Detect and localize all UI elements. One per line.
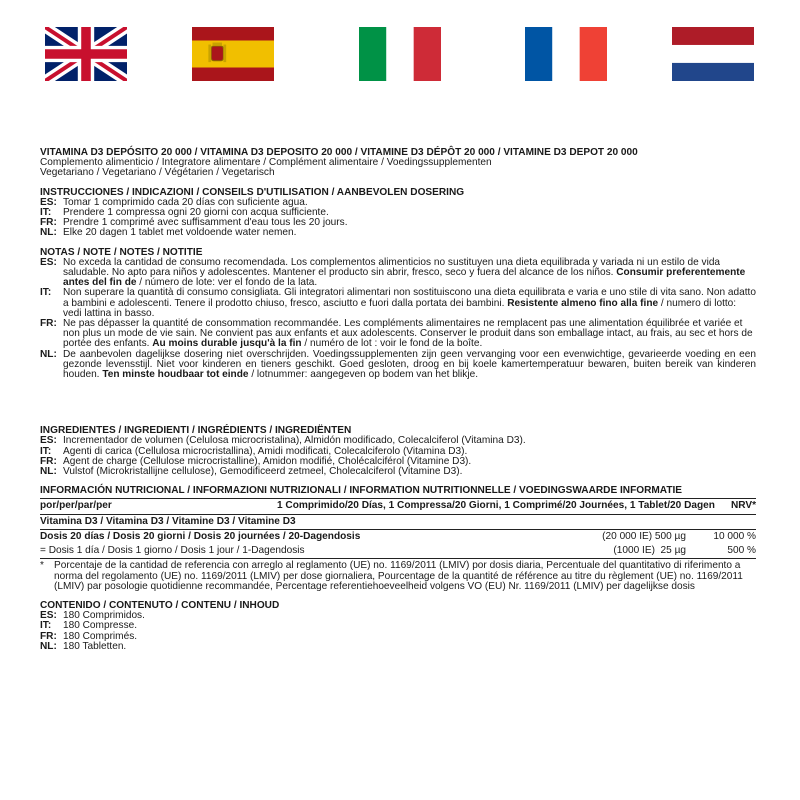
note-es <box>40 258 756 289</box>
content-text: 180 Comprimidos. <box>63 610 145 622</box>
lang-code: ES: <box>40 435 57 447</box>
ingredients-section <box>40 426 756 477</box>
contents-heading: CONTENIDO / CONTENUTO / CONTENU / INHOUD <box>40 599 280 611</box>
instructions-heading: INSTRUCCIONES / INDICAZIONI / CONSEILS D'UTILISATION / AANBEVOLEN DOSERING <box>40 186 465 198</box>
lang-code: IT: <box>40 287 52 299</box>
lang-code: ES: <box>40 256 57 268</box>
note-lot: / numero di lotto: vedi lattina in basso. <box>63 297 737 319</box>
ingredient-text: Vulstof (Microkristallijne cellulose), Gemodificeerd zetmeel, Cholecalciferol (Vitamine D3). <box>63 466 463 478</box>
nutrition-section <box>40 486 756 592</box>
notes-section <box>40 248 756 381</box>
footnote-text: Porcentaje de la cantidad de referencia con arreglo al reglamento (UE) no. 1169/2011 (LMIV) por dosis diaria, Percentuale del quantitativo di riferimento a norma del regolamento (UE) no. 1169/2011 (LMIV) per dose giornaliera, Pourcentage de la quantité de référence au titre du règlement (UE) no. 1169/2011 (LMIV) par posologie quotidienne recommandée, Percentage referentiehoeveelheid volgens VO (EU) Nr. 1169/2011 (LMIV) per dagelijkse dosis <box>54 560 743 592</box>
note-nl <box>40 350 756 381</box>
content-text: 180 Comprimés. <box>63 630 138 642</box>
ingredient-nl <box>40 467 756 477</box>
lang-code: FR: <box>40 318 57 330</box>
spain-flag-icon <box>192 27 274 81</box>
nutrition-heading: INFORMACIÓN NUTRICIONAL / INFORMAZIONI NUTRIZIONALI / INFORMATION NUTRITIONNELLE / VOEDINGSWAARDE INFORMATIE <box>40 485 683 497</box>
best-before-label: Consumir preferentemente antes del fin de <box>63 267 746 289</box>
note-body: No exceda la cantidad de consumo recomendada. Los complementos alimenticios no sustituyen una dieta equilibrada y variada ni un estilo de vida saludable. No apto para niños y adolescentes. Mantener el producto sin abrir, fresco, seco y fuera del alcance de los niños. <box>63 256 721 279</box>
lang-code: IT: <box>40 445 52 457</box>
content-es <box>40 611 756 621</box>
footnote-star: * <box>40 560 44 572</box>
content-text: 180 Tabletten. <box>63 640 127 652</box>
note-body: De aanbevolen dagelijkse dosering niet overschrijden. Voedingssupplementen zijn geen vervanging voor een evenwichtige, gevarieerde voeding en een gezonde levensstijl. Niet voor kinderen en tieners geschikt. Goed gesloten, droog en bij koele kamertemperatuur bewaren, buiten bereik van kinderen houden. <box>63 348 756 381</box>
ingredients-heading: INGREDIENTES / INGREDIENTI / INGRÉDIENTS / INGREDIËNTEN <box>40 425 352 437</box>
language-flags <box>0 27 800 81</box>
dose-amount: (1000 IE) 25 µg <box>613 545 686 557</box>
best-before-label: Ten minste houdbaar tot einde <box>102 369 249 381</box>
lang-code: NL: <box>40 466 57 478</box>
instruction-text: Elke 20 dagen 1 tablet met voldoende water nemen. <box>63 227 297 239</box>
note-lot: / lotnummer: aangegeven op bodem van het blikje. <box>251 369 479 381</box>
product-title: VITAMINA D3 DEPÓSITO 20 000 / VITAMINA D3 DEPOSITO 20 000 / VITAMINE D3 DÉPÔT 20 000 / VITAMINE D3 DEPOT 20 000 <box>40 147 638 158</box>
lang-code: FR: <box>40 455 57 467</box>
lang-code: NL: <box>40 348 57 360</box>
lang-code: ES: <box>40 196 57 208</box>
instruction-text: Tomar 1 comprimido cada 20 días con suficiente agua. <box>63 196 308 208</box>
note-text <box>63 258 756 289</box>
content-fr <box>40 632 756 642</box>
per-label: por/per/par/per <box>40 500 112 512</box>
product-header <box>40 148 756 179</box>
lang-code: ES: <box>40 610 57 622</box>
note-text <box>63 288 756 319</box>
nrv-label: NRV* <box>730 500 756 512</box>
netherlands-flag-icon <box>672 27 754 81</box>
product-label <box>40 148 756 661</box>
note-text <box>63 350 756 381</box>
content-it <box>40 621 756 631</box>
note-fr <box>40 319 756 350</box>
content-text: 180 Compresse. <box>63 620 138 632</box>
table-header-row <box>40 498 756 514</box>
dose-nrv: 10 000 % <box>713 530 756 542</box>
notes-heading: NOTAS / NOTE / NOTES / NOTITIE <box>40 246 203 258</box>
nrv-footnote <box>40 561 756 592</box>
vitamin-label: Vitamina D3 / Vitamina D3 / Vitamine D3 / Vitamine D3 <box>40 515 296 527</box>
dose-values <box>576 546 756 556</box>
dose-label: Dosis 20 días / Dosis 20 giorni / Dosis 20 journées / 20-Dagendosis <box>40 530 361 542</box>
instruction-text: Prendre 1 comprimé avec suffisamment d'eau tous les 20 jours. <box>63 217 348 229</box>
dose-label: = Dosis 1 día / Dosis 1 giorno / Dosis 1 jour / 1-Dagendosis <box>40 545 305 557</box>
instruction-text: Prendere 1 compressa ogni 20 giorni con acqua sufficiente. <box>63 207 329 219</box>
lang-code: FR: <box>40 217 57 229</box>
italy-flag-icon <box>359 27 441 81</box>
instruction-nl <box>40 228 756 238</box>
note-lot: / número de lote: ver el fondo de la lata. <box>139 277 318 289</box>
serving-label: 1 Comprimido/20 Días, 1 Compressa/20 Giorni, 1 Comprimé/20 Journées, 1 Tablet/20 Dagen <box>277 500 715 512</box>
note-body: Non superare la quantità di consumo consigliata. Gli integratori alimentari non sostituiscono una dieta equilibrata e varia e uno stile di vita sano. Non adatto a bambini e adolescenti. Tenere il prodotto chiuso, fresco, asciutto e fuori dalla portata dei bambini. <box>63 287 756 309</box>
product-diet: Vegetariano / Vegetariano / Végétarien / Vegetarisch <box>40 167 275 179</box>
ingredient-text: Agent de charge (Cellulose microcristalline), Amidon modifié, Cholécalciférol (Vitamine D3). <box>63 455 472 467</box>
lang-code: FR: <box>40 630 57 642</box>
table-row <box>40 530 756 544</box>
france-flag-icon <box>525 27 607 81</box>
vitamin-row <box>40 515 756 530</box>
best-before-label: Resistente almeno fino alla fine <box>507 297 659 309</box>
ingredient-text: Agenti di carica (Cellulosa microcristallina), Amidi modificati, Colecalciferolo (Vitamina D3). <box>63 445 468 457</box>
lang-code: NL: <box>40 640 57 652</box>
nutrition-table <box>40 498 756 559</box>
note-it <box>40 288 756 319</box>
dose-values <box>576 532 756 542</box>
instructions-section <box>40 188 756 239</box>
contents-section <box>40 601 756 652</box>
note-text <box>63 319 756 350</box>
lang-code: NL: <box>40 227 57 239</box>
uk-flag-icon <box>45 27 127 81</box>
lang-code: IT: <box>40 620 52 632</box>
table-row <box>40 544 756 559</box>
dose-amount: (20 000 IE) 500 µg <box>602 530 686 542</box>
lang-code: IT: <box>40 207 52 219</box>
ingredient-text: Incrementador de volumen (Celulosa microcristalina), Almidón modificado, Colecalciferol (Vitamina D3). <box>63 435 526 447</box>
product-subtitle: Complemento alimenticio / Integratore alimentare / Complément alimentaire / Voedingssupplementen <box>40 157 492 169</box>
best-before-label: Au moins durable jusqu'à la fin <box>152 338 302 350</box>
note-body: Ne pas dépasser la quantité de consommation recommandée. Les compléments alimentaires ne remplacent pas une alimentation équilibrée et variée et non plus un mode de vie sain. Ne convient pas aux enfants et aux adolescents. Conserver le produit dans son emballage intact, au frais, au sec et hors de portée des enfants. <box>63 318 753 350</box>
dose-nrv: 500 % <box>727 545 756 557</box>
note-lot: / numéro de lot : voir le fond de la boîte. <box>304 338 483 350</box>
content-nl <box>40 642 756 652</box>
